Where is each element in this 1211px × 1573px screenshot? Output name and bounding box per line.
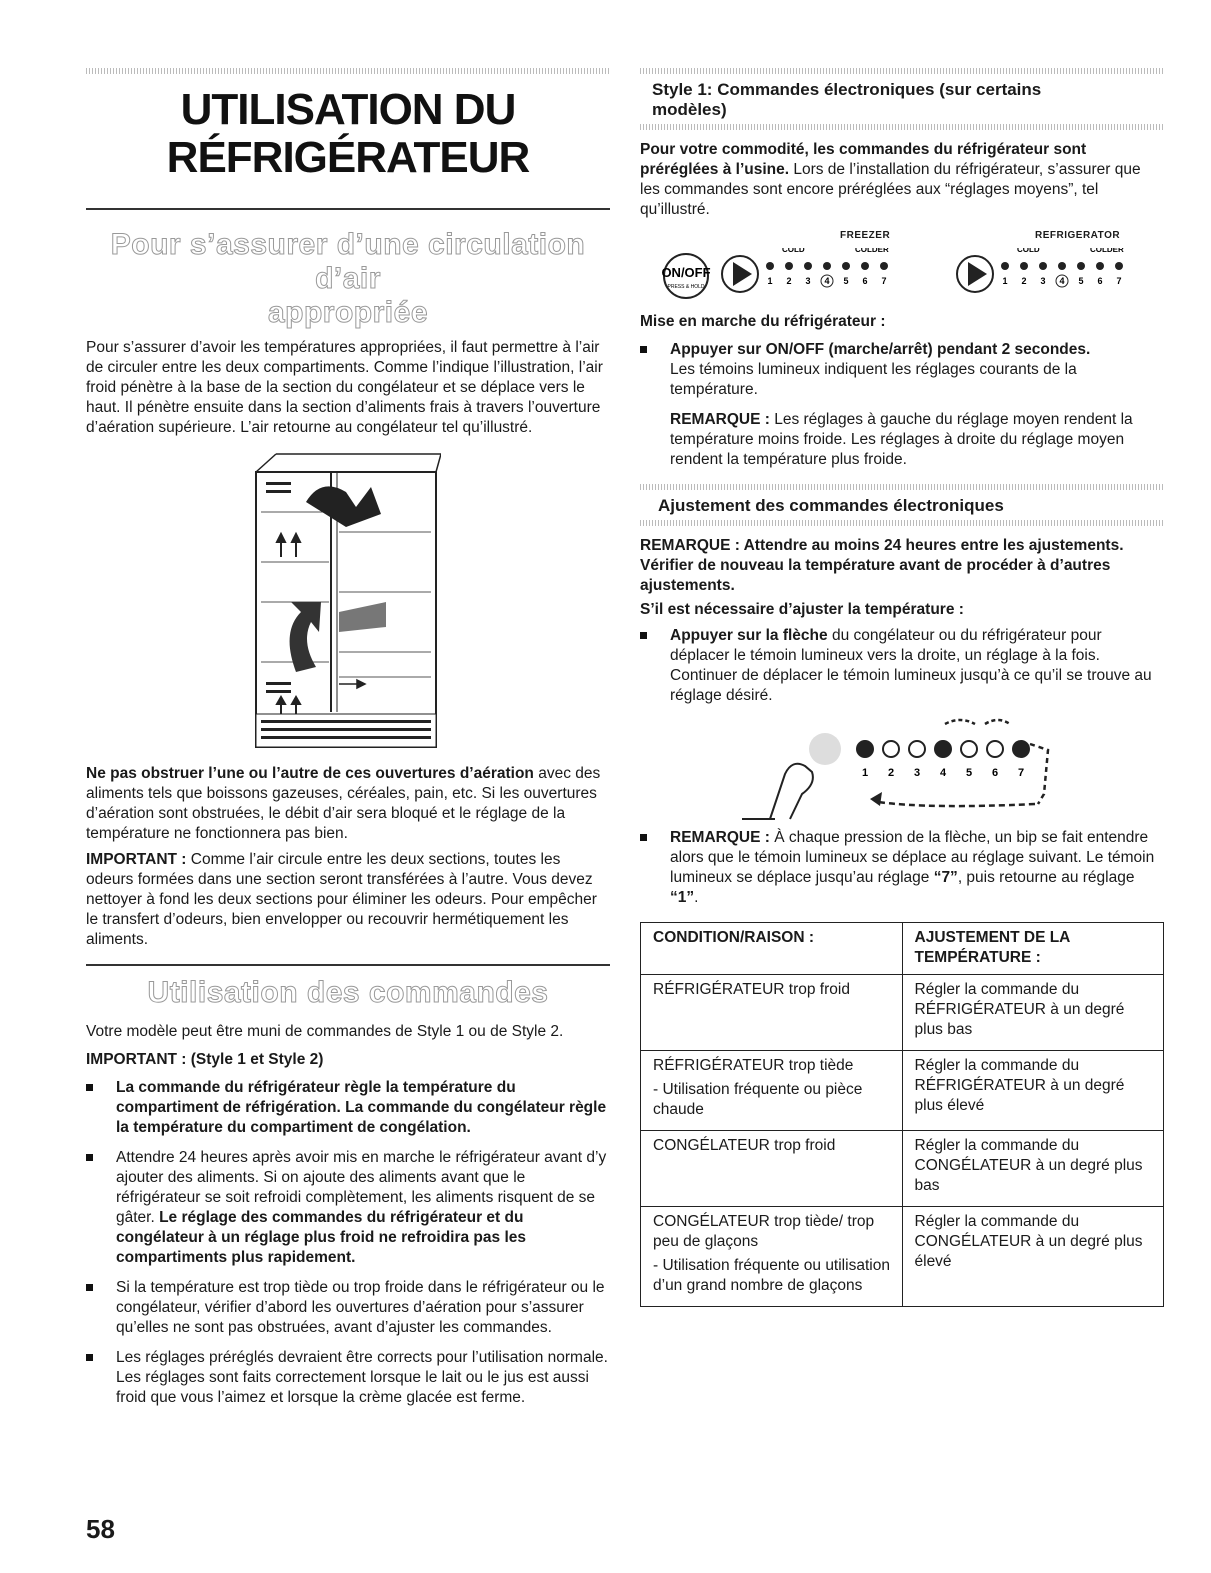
warning-text: avec des aliments tels que boissons gazeuses, céréales, pain, etc. Si les ouvertures d’aération sont obstruées, le débit d’air sera bloqué et le réglage de la température ne fonctionnera pas bien. [86,765,601,842]
colder-label: COLDER [855,248,889,254]
indicator-dot [1115,262,1123,270]
setting-number: 2 [1021,276,1027,286]
setting-number: 7 [1116,276,1122,286]
remarque-2-seven: “7” [933,869,958,886]
adjust-heading: Ajustement des commandes électroniques [658,496,1004,515]
indicator-dot [842,262,850,270]
remarque-2-end: . [694,889,699,906]
indicator-dot [961,741,977,757]
indicator-dot [987,741,1003,757]
table-header-condition: CONDITION/RAISON : [641,923,903,975]
important-text: Comme l’air circule entre les deux sections, toutes les odeurs formées dans une section seront transférées à l’autre. Vous devez nettoyer à fond les deux sections pour éliminer les odeurs. Pour empêcher le transfert d’odeurs, bien envelopper ou recouvrir hermétiquement les aliments. [86,851,597,948]
title-line-1: UTILISATION DU [180,85,516,134]
remarque-2 [640,828,1164,908]
remarque-1-label: REMARQUE : [670,411,770,428]
control-panel-illustration [640,230,1164,310]
airflow-heading-line-2: appropriée [267,296,429,329]
ventilation-warning [86,764,610,844]
setting-number: 5 [843,276,849,286]
style1-heading [640,80,1164,120]
condition-text: CONGÉLATEUR trop froid [653,1137,836,1154]
startup-bullet [640,340,1164,470]
title-line-2: RÉFRIGÉRATEUR [166,133,530,182]
indicator-dot [1058,262,1066,270]
style1-heading-line-1: Style 1: Commandes électroniques (sur certains [652,80,1042,99]
adjustment-cell: Régler la commande du RÉFRIGÉRATEUR à un degré plus bas [902,975,1164,1051]
setting-number: 6 [991,767,999,779]
adjust-bullet [640,626,1164,706]
indicator-dot [1077,262,1085,270]
indicator-dot [909,741,925,757]
indicator-dot [823,262,831,270]
adjust-bullet-bold: Appuyer sur la flèche [670,627,828,644]
indicator-dot [880,262,888,270]
indicator-dot [785,262,793,270]
setting-number: 2 [887,767,895,779]
setting-number: 3 [1040,276,1046,286]
bullet-wait-24h [86,1148,610,1268]
table-row [641,975,1164,1051]
condition-text: RÉFRIGÉRATEUR trop tiède [653,1057,854,1074]
finger-press-icon [730,714,1090,824]
table-row [641,1207,1164,1307]
condition-cell [641,1051,903,1131]
adjust-rule-top [640,484,1164,490]
style1-intro [640,140,1164,220]
indicator-dot [857,741,873,757]
indicator-dot [935,741,951,757]
condition-cell [641,975,903,1051]
condition-reason: - Utilisation fréquente ou utilisation d’un grand nombre de glaçons [653,1257,890,1294]
page-number: 58 [86,1514,115,1544]
remarque-2-text-2: , puis retourne au réglage [957,869,1135,886]
setting-number: 2 [786,276,792,286]
controls-intro: Votre modèle peut être muni de commandes de Style 1 ou de Style 2. [86,1023,564,1040]
section-divider-2 [86,964,610,966]
page-title [86,86,610,182]
indicator-dot [1020,262,1028,270]
adjustment-cell: Régler la commande du CONGÉLATEUR à un degré plus élevé [902,1207,1164,1307]
airflow-paragraph: Pour s’assurer d’avoir les températures appropriées, il faut permettre à l’air de circuler entre les deux compartiments. Comme l’indique l’illustration, l’air froid pénètre à la base de la section du congélateur et se déplace vers le haut. Il pénètre ensuite dans la section d’aliments frais à travers l’ouverture d’aération supérieure. L’air retourne au congélateur tel qu’illustré. [86,339,603,436]
bullet-wait-bold: Le réglage des commandes du réfrigérateur et du congélateur à un réglage plus froid ne refroidira pas les compartiments plus rapidement. [116,1209,526,1266]
setting-number: 6 [862,276,868,286]
table-row [641,1051,1164,1131]
cold-label: COLD [782,248,805,254]
bullet-wait-text: Attendre 24 heures après avoir mis en marche le réfrigérateur avant d’y ajouter des aliments. Si on ajoute des aliments avant que le réfrigérateur se soit refroidi complètement, les aliments risquent de se gâter. [116,1149,607,1226]
warning-bold: Ne pas obstruer l’une ou l’autre de ces ouvertures d’aération [86,765,534,782]
remarque-1-text: Les réglages à gauche du réglage moyen rendent la température moins froide. Les réglages à droite du réglage moyen rendent la température plus froide. [670,411,1133,468]
right-top-rule [640,68,1164,74]
controls-heading: Utilisation des commandes [147,976,549,1009]
refrigerator-label: REFRIGERATOR [1035,230,1121,241]
important-label: IMPORTANT : [86,851,187,868]
intro-text: Lors de l’installation du réfrigérateur, s’assurer que les commandes sont encore préréglées aux “réglages moyens”, tel qu’illustré. [640,161,1141,218]
top-rule [86,68,610,74]
airflow-heading [86,228,610,330]
setting-number: 4 [1059,276,1065,286]
airflow-heading-line-1: Pour s’assurer d’une circulation d’air [110,228,586,295]
startup-heading: Mise en marche du réfrigérateur : [640,313,886,330]
cold-label: COLD [1017,248,1040,254]
style1-heading-line-2: modèles) [652,100,727,119]
press-arrow-illustration [640,714,1164,824]
indicator-dot [861,262,869,270]
setting-number: 1 [767,276,773,286]
setting-number: 7 [1017,767,1025,779]
right-column [640,0,1164,1307]
bullet-check-vents: Si la température est trop tiède ou trop froide dans le réfrigérateur ou le congélateur, vérifier d’abord les ouvertures d’aération pour s’assurer qu’elles ne sont pas obstruées, avant d’ajuster les commandes. [86,1278,610,1338]
setting-number: 3 [805,276,811,286]
important-styles: IMPORTANT : (Style 1 et Style 2) [86,1051,324,1068]
condition-cell [641,1131,903,1207]
left-column [86,0,610,1408]
adjustment-table [640,922,1164,1307]
bullet-presets: Les réglages préréglés devraient être corrects pour l’utilisation normale. Les réglages sont faits correctement lorsque le lait ou le jus est aussi froid que vous l’aimez et lorsque la crème glacée est ferme. [86,1348,610,1408]
indicator-dot [1001,262,1009,270]
table-header-adjustment: AJUSTEMENT DE LA TEMPÉRATURE : [902,923,1164,975]
setting-number: 3 [913,767,921,779]
fridge-airflow-icon [241,452,441,752]
adjust-note: REMARQUE : Attendre au moins 24 heures entre les ajustements. Vérifier de nouveau la température avant de procéder à d’autres ajustements. [640,537,1124,594]
table-row [641,1131,1164,1207]
setting-number: 6 [1097,276,1103,286]
remarque-2-text-1: À chaque pression de la flèche, un bip se fait entendre alors que le témoin lumineux se déplace au réglage suivant. Le témoin lumineux se déplace jusqu’au réglage [670,829,1155,886]
condition-reason: - Utilisation fréquente ou pièce chaude [653,1081,863,1118]
remarque-1 [670,410,1164,470]
airflow-illustration [241,452,441,752]
setting-number: 4 [824,276,830,286]
style1-rule [640,124,1164,130]
indicator-dot [1039,262,1047,270]
setting-number: 1 [1002,276,1008,286]
adjust-bullet-text: du congélateur ou du réfrigérateur pour déplacer le témoin lumineux vers la droite, un réglage à la fois. Continuer de déplacer le témoin lumineux jusqu’à ce qu’il se trouve au réglage désiré. [670,627,1152,704]
freezer-label: FREEZER [840,230,891,241]
indicator-dot [804,262,812,270]
colder-label: COLDER [1090,248,1124,254]
setting-number: 1 [861,767,869,779]
section-divider [86,208,610,210]
remarque-2-one: “1” [670,889,695,906]
important-odors [86,850,610,950]
adjustment-cell: Régler la commande du RÉFRIGÉRATEUR à un degré plus élevé [902,1051,1164,1131]
intro-bold: Pour votre commodité, les commandes du réfrigérateur sont préréglées à l’usine. [640,141,1087,178]
indicator-dot [766,262,774,270]
condition-text: RÉFRIGÉRATEUR trop froid [653,981,850,998]
table-header-row [641,923,1164,975]
bullet-control-roles: La commande du réfrigérateur règle la température du compartiment de réfrigération. La commande du congélateur règle la température du compartiment de congélation. [86,1078,610,1138]
indicator-dot [883,741,899,757]
setting-number: 7 [881,276,887,286]
indicator-dot [1096,262,1104,270]
setting-number: 4 [939,767,947,779]
remarque-2-label: REMARQUE : [670,829,770,846]
condition-cell [641,1207,903,1307]
adjust-subheading: S’il est nécessaire d’ajuster la température : [640,601,964,618]
condition-text: CONGÉLATEUR trop tiède/ trop peu de glaçons [653,1213,875,1250]
svg-text:PRESS & HOLD: PRESS & HOLD [667,284,705,290]
adjust-rule-bottom [640,520,1164,526]
startup-bullet-bold: Appuyer sur ON/OFF (marche/arrêt) pendant 2 secondes. [670,341,1091,358]
setting-number: 5 [1078,276,1084,286]
adjustment-cell: Régler la commande du CONGÉLATEUR à un degré plus bas [902,1131,1164,1207]
setting-number: 5 [965,767,973,779]
control-panel-icon [660,248,1160,308]
svg-text:ON/OFF: ON/OFF [661,265,711,280]
indicator-dot [1013,741,1029,757]
startup-bullet-text: Les témoins lumineux indiquent les réglages courants de la température. [670,361,1077,398]
